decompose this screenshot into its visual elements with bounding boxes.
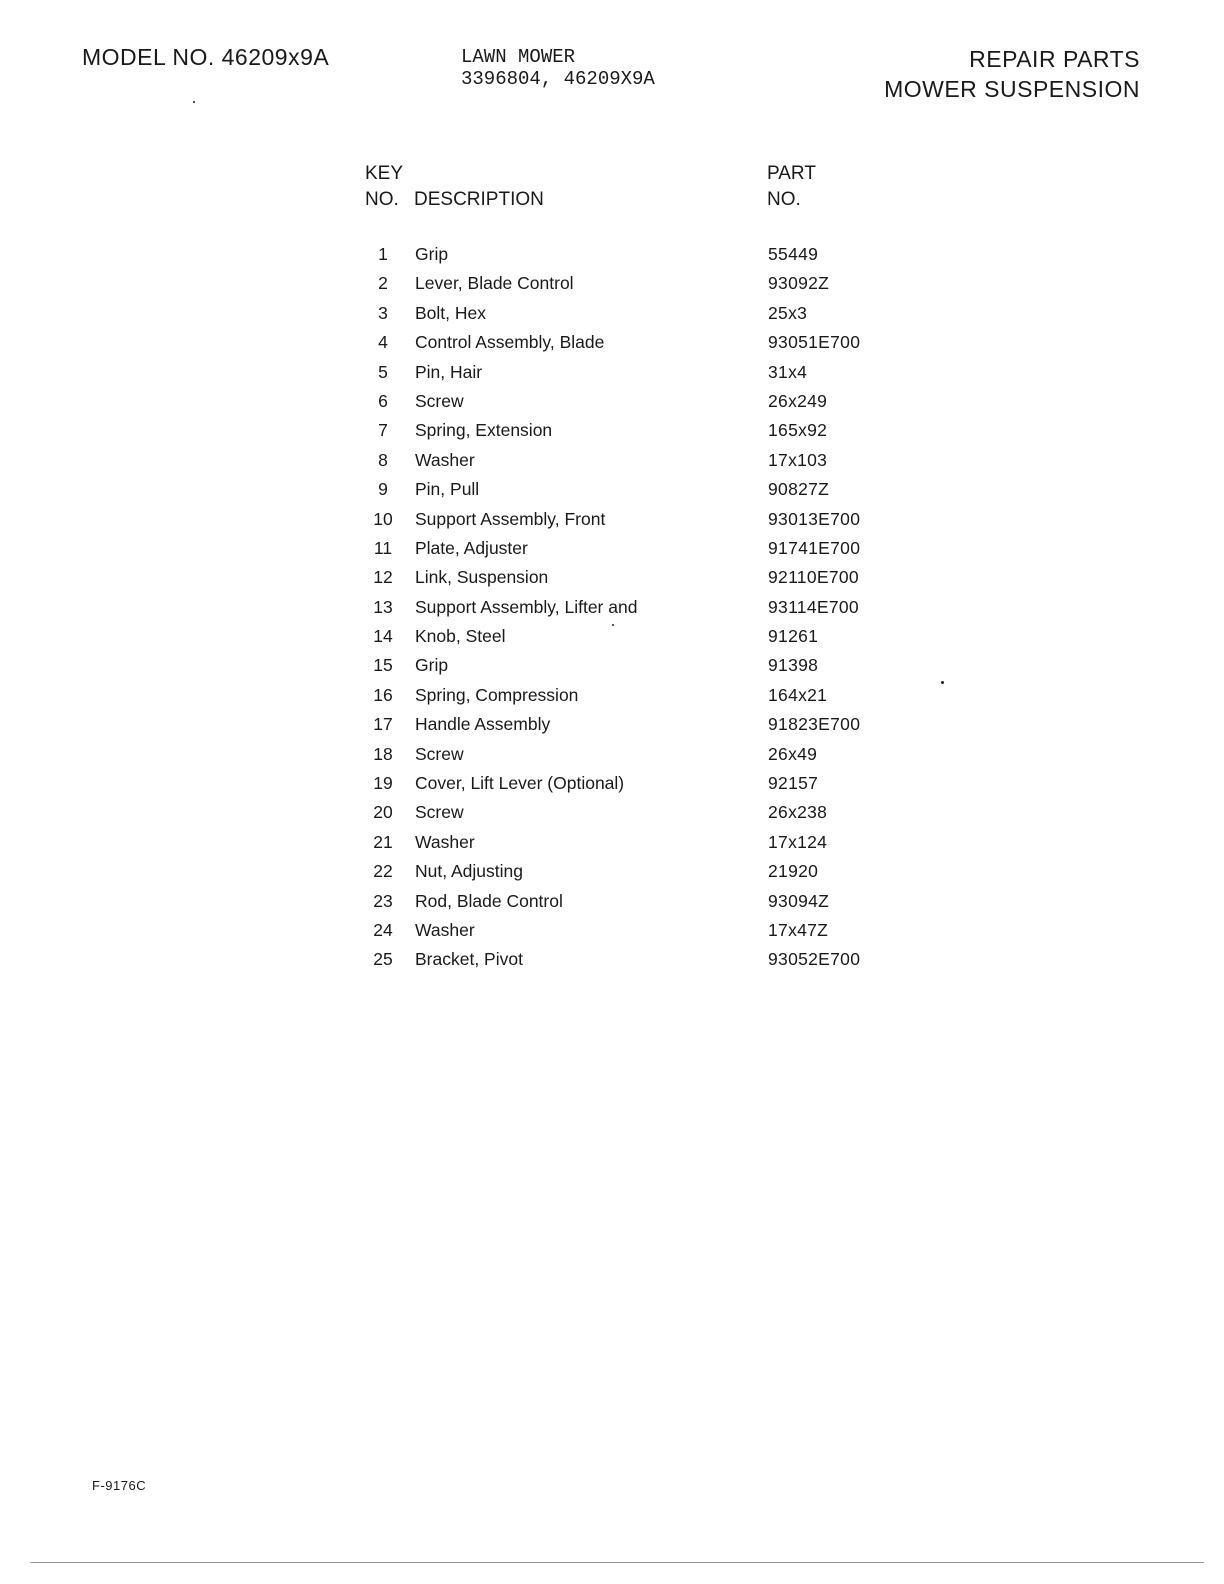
part-row [365, 622, 925, 651]
part-row [365, 710, 925, 739]
part-key-number: 10 [373, 508, 393, 529]
part-number: 91398 [768, 655, 819, 676]
part-description: Support Assembly, Lifter and [415, 596, 638, 617]
part-key-number: 21 [373, 831, 393, 852]
part-description: Lever, Blade Control [415, 273, 574, 294]
part-number: 93013E700 [768, 508, 861, 529]
part-row [365, 857, 925, 886]
part-number: 92110E700 [768, 567, 859, 588]
parts-list [365, 240, 925, 975]
part-description: Bracket, Pivot [415, 949, 523, 970]
part-number: 91741E700 [768, 537, 861, 558]
part-row [365, 269, 925, 298]
part-column-header [767, 161, 816, 213]
part-key-number: 4 [378, 332, 388, 353]
part-row [365, 828, 925, 857]
part-description: Bolt, Hex [415, 302, 486, 323]
product-numbers: 3396804, 46209X9A [461, 68, 655, 90]
part-number: 17x124 [768, 831, 828, 852]
page-edge-line [30, 1562, 1204, 1563]
part-number: 91823E700 [768, 714, 861, 735]
part-row [365, 740, 925, 769]
part-description: Washer [415, 449, 475, 470]
part-description: Spring, Extension [415, 420, 553, 441]
part-number: 91261 [768, 626, 819, 647]
part-row [365, 945, 925, 974]
part-description: Screw [415, 743, 464, 764]
part-description: Washer [415, 831, 475, 852]
part-key-number: 11 [373, 537, 393, 558]
part-description: Knob, Steel [415, 626, 506, 647]
scan-speck [941, 681, 944, 684]
part-number: 26x249 [768, 390, 828, 411]
part-row [365, 475, 925, 504]
part-number: 93051E700 [768, 332, 861, 353]
part-description: Handle Assembly [415, 714, 551, 735]
part-key-number: 8 [378, 449, 388, 470]
scan-speck [612, 624, 614, 626]
part-row [365, 387, 925, 416]
part-number: 90827Z [768, 479, 830, 500]
part-row [365, 563, 925, 592]
part-key-number: 12 [373, 567, 393, 588]
part-key-number: 15 [373, 655, 393, 676]
part-number: 165x92 [768, 420, 828, 441]
key-header-line2: NO. [365, 189, 399, 210]
part-number: 31x4 [768, 361, 808, 382]
part-row [365, 505, 925, 534]
part-number: 17x47Z [768, 919, 829, 940]
part-number: 26x238 [768, 802, 828, 823]
part-key-number: 22 [373, 861, 393, 882]
description-column-header: DESCRIPTION [414, 189, 544, 210]
part-key-number: 24 [373, 919, 393, 940]
part-number: 17x103 [768, 449, 828, 470]
part-row [365, 769, 925, 798]
part-description: Rod, Blade Control [415, 890, 563, 911]
part-key-number: 19 [373, 773, 393, 794]
part-description: Plate, Adjuster [415, 537, 528, 558]
part-description: Pin, Pull [415, 479, 480, 500]
model-number: MODEL NO. 46209x9A [82, 44, 330, 70]
part-number: 21920 [768, 861, 819, 882]
part-row [365, 358, 925, 387]
part-description: Control Assembly, Blade [415, 332, 605, 353]
part-key-number: 3 [378, 302, 388, 323]
part-key-number: 2 [378, 273, 388, 294]
part-key-number: 17 [373, 714, 393, 735]
product-info [461, 46, 655, 90]
part-row [365, 681, 925, 710]
part-number: 25x3 [768, 302, 808, 323]
part-description: Link, Suspension [415, 567, 549, 588]
part-key-number: 20 [373, 802, 393, 823]
part-description: Screw [415, 802, 464, 823]
part-number: 93094Z [768, 890, 830, 911]
key-column-header [365, 161, 403, 213]
part-number: 55449 [768, 244, 819, 264]
part-row [365, 328, 925, 357]
part-description: Washer [415, 919, 475, 940]
form-code: F-9176C [92, 1478, 147, 1493]
section-title [884, 44, 1140, 104]
part-row [365, 916, 925, 945]
part-row [365, 593, 925, 622]
part-key-number: 18 [373, 743, 393, 764]
part-row [365, 446, 925, 475]
part-number: 93114E700 [768, 596, 859, 617]
part-description: Spring, Compression [415, 684, 579, 705]
part-row [365, 651, 925, 680]
part-description: Nut, Adjusting [415, 861, 523, 882]
part-number: 26x49 [768, 743, 818, 764]
part-key-number: 13 [373, 596, 393, 617]
part-key-number: 25 [373, 949, 393, 970]
part-row [365, 416, 925, 445]
section-title-line1: REPAIR PARTS [969, 46, 1140, 72]
part-key-number: 5 [378, 361, 388, 382]
part-row [365, 887, 925, 916]
part-row [365, 798, 925, 827]
part-description: Pin, Hair [415, 361, 483, 382]
part-key-number: 7 [378, 420, 388, 441]
part-row [365, 299, 925, 328]
scan-speck [193, 101, 195, 103]
part-number: 93092Z [768, 273, 830, 294]
part-description: Screw [415, 390, 464, 411]
part-key-number: 16 [373, 684, 393, 705]
section-title-line2: MOWER SUSPENSION [884, 76, 1140, 102]
part-key-number: 1 [378, 244, 388, 264]
key-header-line1: KEY [365, 163, 404, 184]
part-number: 93052E700 [768, 949, 861, 970]
part-row [365, 534, 925, 563]
part-header-line2: NO. [767, 189, 801, 210]
part-description: Cover, Lift Lever (Optional) [415, 773, 625, 794]
part-number: 164x21 [768, 684, 828, 705]
part-number: 92157 [768, 773, 819, 794]
part-key-number: 6 [378, 390, 388, 411]
part-row [365, 240, 925, 269]
part-key-number: 9 [378, 479, 388, 500]
part-header-line1: PART [767, 163, 816, 184]
part-description: Support Assembly, Front [415, 508, 606, 529]
part-description: Grip [415, 655, 449, 676]
part-key-number: 14 [373, 626, 393, 647]
product-name: LAWN MOWER [461, 46, 576, 68]
part-description: Grip [415, 244, 449, 264]
part-key-number: 23 [373, 890, 393, 911]
